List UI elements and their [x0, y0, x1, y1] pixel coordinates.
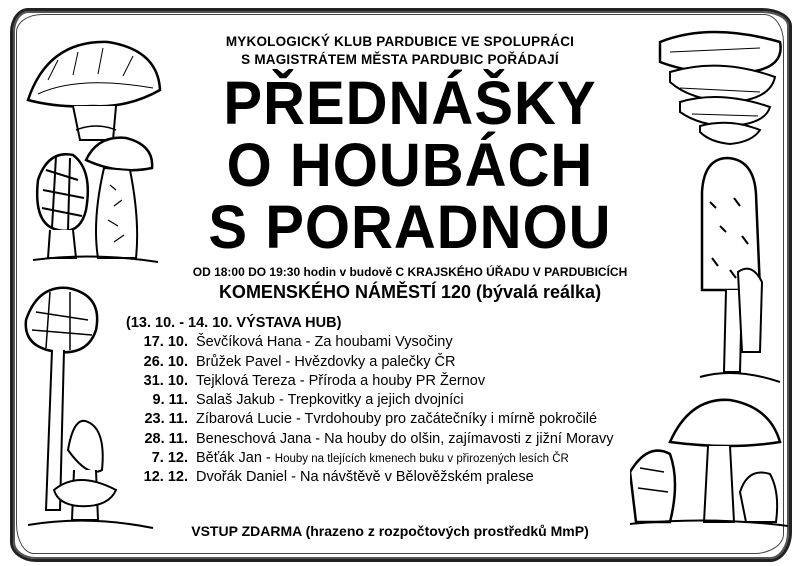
- lecture-topic: Na houby do olšin, zajímavosti z jižní Moravy: [324, 430, 614, 447]
- lecture-row: 17. 10. Ševčíková Hana - Za houbami Vysočiny: [126, 333, 646, 352]
- lecture-topic: Trepkovitky a jejich dvojníci: [287, 392, 464, 409]
- lecture-speaker: Brůžek Pavel: [196, 353, 282, 370]
- lecture-speaker: Ševčíková Hana: [196, 334, 302, 351]
- lecture-date: 28. 11.: [144, 430, 188, 447]
- lecture-date: 7. 12.: [151, 450, 188, 467]
- lecture-topic: Houby na tlejících kmenech buku v přirozených lesích ČR: [274, 453, 569, 466]
- lecture-topic: Za houbami Vysočiny: [314, 334, 453, 351]
- title-line-3: S PORADNOU: [208, 193, 612, 262]
- entry-note: VSTUP ZDARMA (hrazeno z rozpočtových prostředků MmP): [191, 523, 589, 539]
- lecture-speaker: Tejklová Tereza: [196, 372, 296, 389]
- lecture-row: 26. 10. Brůžek Pavel - Hvězdovky a palečky ČR: [126, 353, 646, 372]
- lecture-topic: Na návštěvě v Bělověžském pralese: [299, 469, 534, 486]
- lecture-speaker: Beneschová Jana: [196, 430, 312, 447]
- lecture-date: 23. 11.: [144, 411, 188, 428]
- lecture-row: 28. 11. Beneschová Jana - Na houby do olšin, zajímavosti z jižní Moravy: [126, 430, 646, 449]
- organizer-line-1: MYKOLOGICKÝ KLUB PARDUBICE VE SPOLUPRÁCI: [225, 34, 575, 49]
- organizer-line-2: S MAGISTRÁTEM MĚSTA PARDUBIC POŘÁDAJÍ: [241, 52, 559, 67]
- exhibition-note: (13. 10. - 14. 10. VÝSTAVA HUB): [126, 315, 342, 331]
- lecture-row: 23. 11. Zíbarová Lucie - Tvrdohouby pro začátečníky i mírně pokročilé: [126, 410, 646, 429]
- lecture-row: 31. 10. Tejklová Tereza - Příroda a houby PR Žernov: [126, 372, 646, 391]
- time-and-place: OD 18:00 DO 19:30 hodin v budově C KRAJSKÉHO ÚŘADU V PARDUBICÍCH: [192, 265, 628, 279]
- lecture-topic: Příroda a houby PR Žernov: [308, 372, 486, 389]
- lecture-speaker: Salaš Jakub: [196, 392, 275, 409]
- lecture-list: [126, 314, 646, 488]
- title-line-2: O HOUBÁCH: [226, 131, 594, 200]
- lecture-topic: Tvrdohouby pro začátečníky i mírně pokročilé: [304, 411, 598, 428]
- lecture-date: 12. 12.: [143, 469, 188, 486]
- lecture-row: 12. 12. Dvořák Daniel - Na návštěvě v Bělověžském pralese: [126, 468, 646, 487]
- lecture-row: 7. 12. Běťák Jan - Houby na tlejících kmenech buku v přirozených lesích ČR: [126, 449, 646, 468]
- lecture-speaker: Zíbarová Lucie: [196, 411, 292, 428]
- lecture-row: 9. 11. Salaš Jakub - Trepkovitky a jejich dvojníci: [126, 391, 646, 410]
- lecture-date: 31. 10.: [143, 372, 188, 389]
- title-line-1: PŘEDNÁŠKY: [223, 69, 597, 138]
- lecture-speaker: Běťák Jan: [196, 450, 262, 467]
- lecture-speaker: Dvořák Daniel: [196, 469, 288, 486]
- lecture-date: 9. 11.: [152, 392, 188, 409]
- lecture-topic: Hvězdovky a palečky ČR: [294, 353, 456, 370]
- address: KOMENSKÉHO NÁMĚSTÍ 120 (bývalá reálka): [218, 282, 602, 302]
- lecture-date: 26. 10.: [143, 353, 188, 370]
- lecture-date: 17. 10.: [143, 334, 188, 351]
